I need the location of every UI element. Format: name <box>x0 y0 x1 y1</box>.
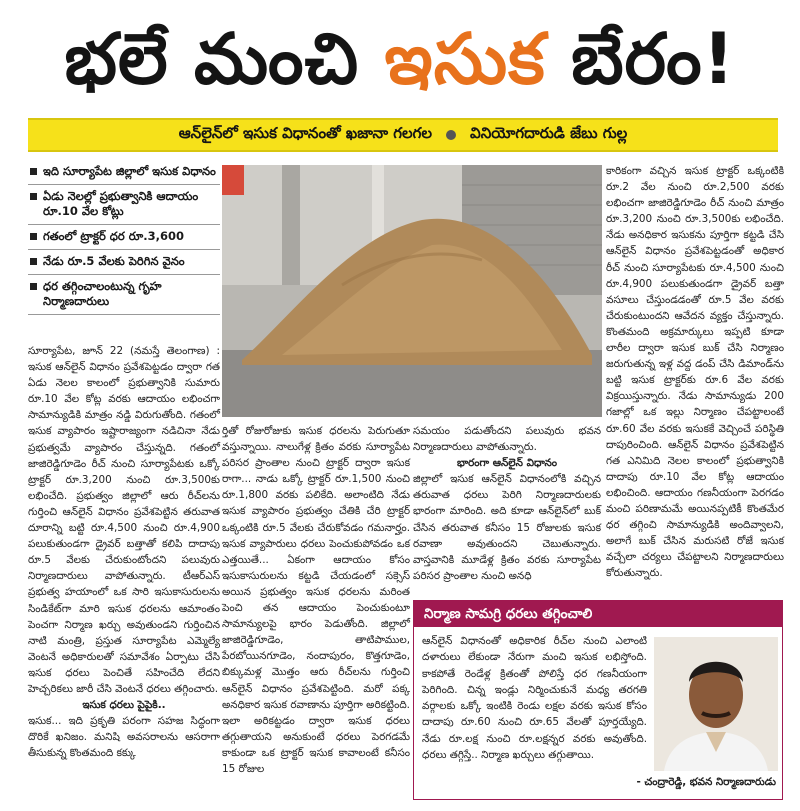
highlight-point: ఇది సూర్యాపేట జిల్లాలో ఇసుక విధానం <box>28 160 220 185</box>
headline-part1: భలే మంచి <box>64 18 360 100</box>
highlight-point: నేడు రూ.5 వేలకు పెరిగిన వైనం <box>28 250 220 275</box>
subheadline-bar <box>28 118 778 152</box>
quote-box <box>413 600 783 800</box>
headline <box>0 0 800 118</box>
headline-part2: ఇసుక <box>384 18 546 100</box>
square-bullet-icon <box>30 233 37 240</box>
bullet-icon <box>446 130 456 140</box>
square-bullet-icon <box>30 168 37 175</box>
article-paragraph: ఇసుక... ఇది ప్రకృతి పరంగా సహజ సిద్ధంగా దొరికే ఖనిజం. మనిషి అవసరాలను ఆసరాగా తీసుకున్న కొంతమంది కక్కు <box>28 715 220 760</box>
article-paragraph: జిల్లాలో ఇసుక ఆన్‌లైన్ విధానంలోకి వచ్చిన తరువాత ధరలు పెరిగి నిర్మాణదారులకు భారంగా మారింది. అది కూడా ఆన్‌లైన్‌లో బుక్ చేసిన తరువాత కనీసం 15 రోజులకు ఇసుక రవాణా అవుతుందని చెబుతున్నారు. వాస్తవానికి మూడేళ్ల క్రితం వరకు సూర్యాపేట పరిసర ప్రాంతాల నుంచి అనధి <box>413 473 601 582</box>
highlight-point: ధర తగ్గించాలంటున్న గృహ నిర్మాణదారులు <box>28 275 220 315</box>
article-paragraph: సమయం పడుతోందని పలువురు భవన నిర్మాణదారులు వాపోతున్నారు. <box>413 425 601 454</box>
highlight-point: ఏడు నెలల్లో ప్రభుత్వానికి ఆదాయం రూ.10 వేల కోట్లు <box>28 185 220 225</box>
article-paragraph: కారికంగా వచ్చిన ఇసుక ట్రాక్టర్ ఒక్కంటికి రూ.2 వేల నుంచి రూ.2,500 వరకు లభించగా జాజిరెడ్డిగూడెం రీచ్ నుంచి మాత్రం రూ.3,200 నుంచి రూ.3,500కు లభించేది. నేడు అనధికార ఇసుకను పూర్తిగా కట్టడి చేసి ఆన్‌లైన్ విధానం ప్రవేశపెట్టడంతో అధికార రీచ్ నుంచి సూర్యాపేటకు రూ.4,500 నుంచి రూ.4,900 పలుకుతుండగా డ్రైవర్ బత్తా వసూలు చేస్తుండడంతో రూ.5 వేల వరకు చేరుకుంటుందని ఆవేదన వ్యక్తం చేస్తున్నారు. కొంతమంది అక్రమార్కులు ఇప్పటి కూడా లారీల ద్వారా ఇసుక బుక్ చేసి నిర్మాణం జరుగుతున్న ఇళ్ల వద్ద డంప్ చేసి డిమాండ్‌ను బట్టి ఇసుక ట్రాక్టర్‌కు రూ.6 వేల వరకు విక్రయిస్తున్నారు. నేడు సామాన్యుడు 200 గజాల్లో ఒక ఇల్లు నిర్మాణం చేపట్టాలంటే రూ.60 వేల వరకు ఇసుకకే వెచ్చించే పరిస్థితి దాపురించింది. ఆన్‌లైన్ విధానం ప్రవేశపెట్టిన గత ఎనిమిది నెలల కాలంలో ప్రభుత్వానికి దాదాపు రూ.10 వేల కోట్ల ఆదాయం లభించింది. ఆదాయం గణనీయంగా పెరగడం మంచి పరిణామమే అయినప్పటికీ కొంతమేర ధర తగ్గించి సామాన్యుడికి అందివ్వాలని, అలాగే బుక్ చేసిన మరుసటి రోజే ఇసుక వచ్చేలా చర్యలు చేపట్టాలని నిర్మాణదారులు కోరుతున్నారు. <box>606 165 784 580</box>
article-paragraph: ర్తితో రోజురోజుకు ఇసుక ధరలను పెరుగుతూ వస్తున్నాయి. నాలుగేళ్ల క్రితం వరకు సూర్యాపేట పరిసర ప్రాంతాల నుంచి ట్రాక్టర్ ద్వారా ఇసుక రాగా... నాడు ఒక్కో ట్రాక్టర్ రూ.1,500 నుంచి రూ.1,800 వరకు పలికేది. అలాంటిది నేడు ఇసుక వ్యాపారం ప్రభుత్వం చేతికి చేరి ట్రాక్టర్ ఒక్కంటికి రూ.5 వేలకు చేరుకోవడం గమనార్హం. ఇసుక వ్యాపారులు ధరలు పెంచుకుపోవడం ఒక ఎత్తయితే... ఏకంగా ఆదాయం కోసం ఇసుకాసురులను కట్టడి చేయడంలో సక్సెస్ అయిన ప్రభుత్వం ఇసుక ధరలను మరింత పెంచి తన ఆదాయం పెంచుకుంటూ సామాన్యులపై భారం పెడుతోంది. జిల్లాలో జాజిరెడ్డిగూడెం, తాటిపాముల, పేరబోయినగూడెం, నందాపురం, కొత్తగూడెం, బిక్కుమళ్ల మొత్తం ఆరు రీచ్‌లను గుర్తించి ఆన్‌లైన్ విధానం ప్రవేశపెట్టింది. మరో పక్క అనధికార ఇసుక రవాణాను పూర్తిగా అరికట్టింది. ఇలా అరికట్టడం ద్వారా ఇసుక ధరలు తగ్గుతాయని అనుకుంటే ధరలు పెరగడమే కాకుండా ఒక ట్రాక్టర్ ఇసుక కావాలంటే కనీసం 15 రోజుల <box>222 425 410 775</box>
square-bullet-icon <box>30 283 37 290</box>
article-subheading: ఇసుక ధరలు పైపైకి.. <box>82 699 166 712</box>
article-paragraph: సూర్యాపేట, జూన్ 22 (నమస్తే తెలంగాణ) : ఇసుక ఆన్‌లైన్ విధానం ప్రవేశపెట్టడం ద్వారా గత ఏడు నెలల కాలంలో ప్రభుత్వానికి సుమారు రూ.10 వేల కోట్ల వరకు ఆదాయం లభించగా సామాన్యుడికి మాత్రం నడ్డి విరుగుతోంది. గతంలో ఇసుక వ్యాపారం ఇష్టారాజ్యంగా నడిచినా నేడు ప్రభుత్వమే వ్యాపారం చేస్తున్నది. గతంలో జాజిరెడ్డిగూడెం రీచ్ నుంచి సూర్యాపేటకు ఒక్కో ట్రాక్టర్ రూ.3,200 నుంచి రూ.3,500కు లభించేది. ప్రభుత్వం జిల్లాలో ఆరు రీచ్‌లను గుర్తించి ఆన్‌లైన్ విధానం ప్రవేశపెట్టిన తరువాత దూరాన్ని బట్టి రూ.4,500 నుంచి రూ.4,900 పలుకుతుండగా డ్రైవర్ బత్తాతో కలిపి దాదాపు రూ.5 వేలకు చేరుకుంటోందని పలువురు నిర్మాణదారులు వాపోతున్నారు. టీఆర్‌ఎస్ ప్రభుత్వ హయాంలో ఒక సారి ఇసుకాసురులను సిండికేట్‌గా మారి ఇసుక ధరలను ఆమాంతం పెంచగా నిర్మాణ ఖర్చు అవుతుండని గుర్తించిన నాటి మంత్రి, ప్రస్తుత సూర్యాపేట ఎమ్మెల్యే వెంటనే అధికారులతో సమావేశం ఏర్పాటు చేసి ఇసుక ధరలు పెంచితే సహించేది లేదని హెచ్చరికలు జారీ చేసి వెంటనే ధరలు తగ్గించారు. <box>28 345 220 695</box>
person-silhouette-icon <box>654 637 778 771</box>
sand-pile-photo <box>222 165 602 417</box>
article-column-4 <box>606 163 784 581</box>
article-column-3 <box>413 423 601 584</box>
square-bullet-icon <box>30 258 37 265</box>
headline-part3: బేరం! <box>571 18 736 100</box>
quote-attribution: - చంద్రారెడ్డి, భవన నిర్మాణదారుడు <box>636 776 776 788</box>
quote-box-title: నిర్మాణ సామగ్రి ధరలు తగ్గించాలి <box>414 601 782 627</box>
subheadline-right: వినియోగదారుడి జేబు గుల్ల <box>470 124 628 142</box>
highlight-point: గతంలో ట్రాక్టర్ ధర రూ.3,600 <box>28 225 220 250</box>
article-subheading: భారంగా ఆన్‌లైన్ విధానం <box>456 457 558 470</box>
quote-box-text: ఆన్‌లైన్ విధానంతో అధికారిక రీచ్‌ల నుంచి ఎలాంటి దళారులు లేకుండా నేరుగా మంచి ఇసుక లభిస్తోంది. కాకపోతే రెండేళ్ల క్రితంతో పోలిస్తే ధర గణనీయంగా పెరిగింది. చిన్న ఇండ్లు నిర్మించుకునే మధ్య తరగతి వర్గాలకు ఒక్కో ఇంటికి రెండు లక్షల వరకు ఇసుక కోసం దాదాపు రూ.60 నుంచి రూ.65 వేలతో పూర్తయ్యేది. నేడు రూ.లక్ష నుంచి రూ.లక్షన్నర వరకు అవుతోంది. ధరలు తగ్గిస్తే.. నిర్మాణ ఖర్చులు తగ్గుతాయి. <box>422 635 647 762</box>
highlight-points <box>28 160 220 315</box>
square-bullet-icon <box>30 193 37 200</box>
sand-pile-illustration <box>222 165 602 417</box>
person-portrait <box>654 637 778 771</box>
subheadline-left: ఆన్‌లైన్‌లో ఇసుక విధానంతో ఖజానా గలగల <box>178 124 433 142</box>
article-column-2 <box>222 423 410 777</box>
article-column-1 <box>28 343 220 761</box>
